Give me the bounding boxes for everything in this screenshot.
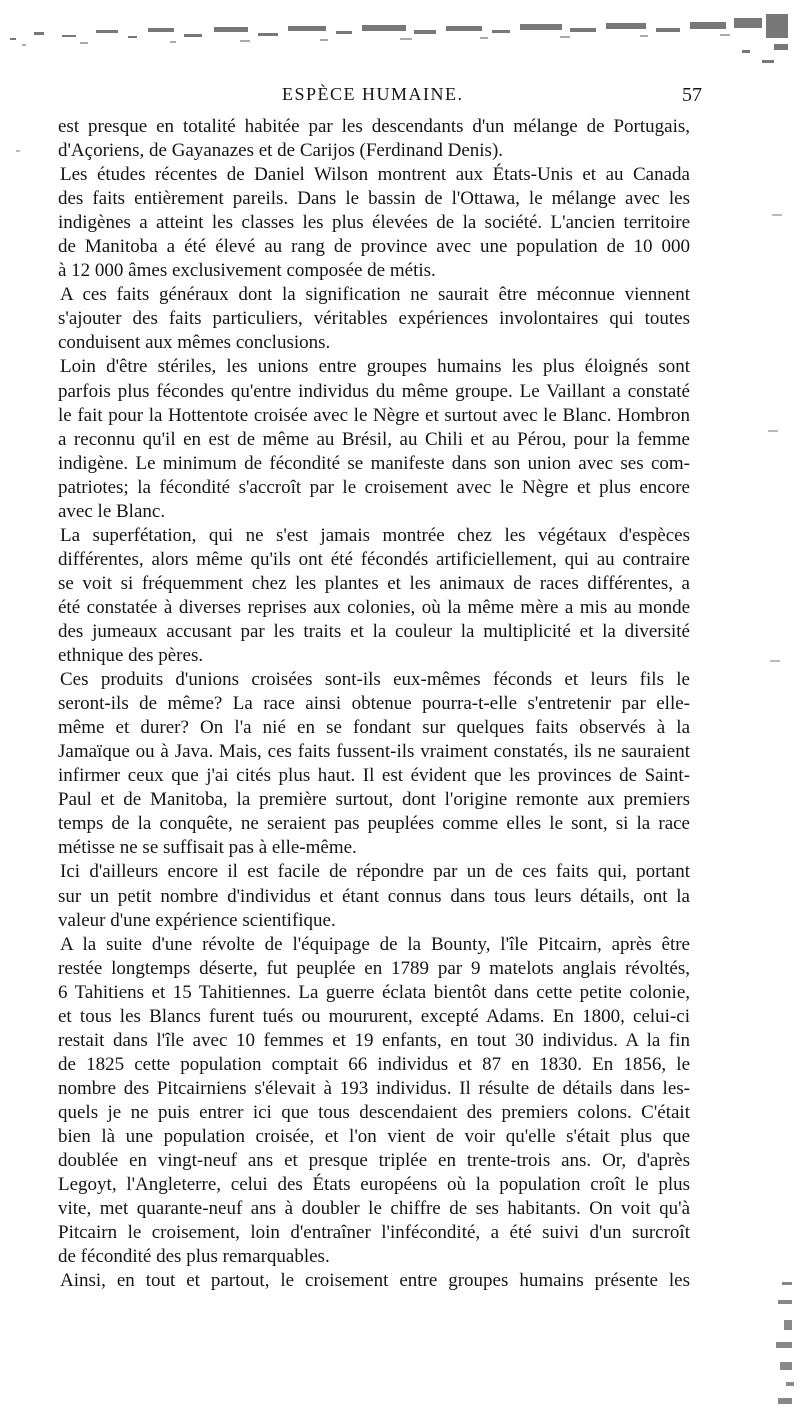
margin-mark bbox=[772, 214, 782, 216]
text-line: restée longtemps déserte, fut peuplée en 1789 par 9 matelots anglais révoltés, bbox=[58, 957, 690, 979]
text-line: métisse ne se suffisait pas à elle-même. bbox=[58, 837, 357, 859]
text-line: La superfétation, qui ne s'est jamais montrée chez les végétaux d'espèces bbox=[60, 524, 690, 546]
text-line: et tous les Blancs furent tués ou moururent, excepté Adams. En 1800, celui-ci bbox=[58, 1005, 690, 1027]
margin-mark bbox=[16, 150, 20, 152]
text-line: seront-ils de même? La race ainsi obtenue pourra-t-elle s'entretenir par elle- bbox=[58, 693, 690, 715]
text-line: A la suite d'une révolte de l'équipage de la Bounty, l'île Pitcairn, après être bbox=[60, 933, 690, 955]
scan-noise-right bbox=[760, 1270, 800, 1419]
margin-mark bbox=[770, 660, 780, 662]
text-line: bien là une population croisée, et l'on vient de voir qu'elle s'était plus que bbox=[58, 1125, 690, 1147]
text-line: le fait pour la Hottentote croisée avec le Nègre et surtout avec le Blanc. Hombron bbox=[58, 404, 690, 426]
text-line: a reconnu qu'il en est de même au Brésil, au Chili et au Pérou, pour la femme bbox=[58, 428, 690, 450]
text-line: patriotes; la fécondité s'accroît par le croisement avec le Nègre et plus encore bbox=[58, 476, 690, 498]
text-line: restait dans l'île avec 10 femmes et 19 enfants, en tout 30 individus. A la fin bbox=[58, 1029, 690, 1051]
body-text bbox=[58, 115, 690, 1293]
page-number: 57 bbox=[682, 84, 702, 106]
text-line: Jamaïque ou à Java. Mais, ces faits fussent-ils vraiment constatés, ils ne sauraient bbox=[58, 741, 690, 763]
text-line: des jumeaux accusant par les traits et la couleur la multiplicité et la diversité bbox=[58, 620, 690, 642]
text-line: de fécondité des plus remarquables. bbox=[58, 1246, 330, 1268]
text-line: Ici d'ailleurs encore il est facile de répondre par un de ces faits qui, portant bbox=[60, 861, 690, 883]
text-line: 6 Tahitiens et 15 Tahitiennes. La guerre éclata bientôt dans cette petite colonie, bbox=[58, 981, 690, 1003]
text-line: se voit si fréquemment chez les plantes et les animaux de races différentes, a bbox=[58, 572, 690, 594]
text-line: différentes, alors même qu'ils ont été fécondés artificiellement, qui au contraire bbox=[58, 548, 690, 570]
text-line: même et durer? On l'a nié en se fondant sur quelques faits observés à la bbox=[58, 717, 690, 739]
text-line: indigènes a atteint les classes les plus élevées de la société. L'ancien territoire bbox=[58, 212, 690, 234]
text-line: de Manitoba a été élevé au rang de province avec une population de 10 000 bbox=[58, 236, 690, 258]
text-line: avec le Blanc. bbox=[58, 500, 166, 522]
text-line: temps de la conquête, ne seraient pas peuplées comme elles le sont, si la race bbox=[58, 813, 690, 835]
text-line: vite, met quarante-neuf ans à doubler le chiffre de ses habitants. On voit qu'à bbox=[58, 1198, 690, 1220]
text-line: Paul et de Manitoba, la première surtout, dont l'origine remonte aux premiers bbox=[58, 789, 690, 811]
text-line: été constatée à diverses reprises aux colonies, où la même mère a mis au monde bbox=[58, 596, 690, 618]
text-line: Ces produits d'unions croisées sont-ils eux-mêmes féconds et leurs fils le bbox=[60, 669, 690, 691]
text-line: d'Açoriens, de Gayanazes et de Carijos (Ferdinand Denis). bbox=[58, 140, 504, 162]
text-line: Legoyt, l'Angleterre, celui des États européens où la population croît le plus bbox=[58, 1174, 690, 1196]
text-line: Pitcairn le croisement, loin d'entraîner l'infécondité, a été suivi d'un surcroît bbox=[58, 1222, 690, 1244]
text-line: quels je ne puis entrer ici que tous descendaient des premiers colons. C'était bbox=[58, 1101, 690, 1123]
text-line: à 12 000 âmes exclusivement composée de métis. bbox=[58, 260, 436, 282]
text-line: indigène. Le minimum de fécondité se manifeste dans son union avec ses com- bbox=[58, 452, 690, 474]
text-line: A ces faits généraux dont la signification ne saurait être méconnue viennent bbox=[60, 284, 690, 306]
text-line: doublée en vingt-neuf ans et presque triplée en trente-trois ans. Or, d'après bbox=[58, 1150, 690, 1172]
text-line: Loin d'être stériles, les unions entre groupes humains les plus éloignés sont bbox=[60, 356, 690, 378]
text-line: Les études récentes de Daniel Wilson montrent aux États-Unis et au Canada bbox=[60, 164, 690, 186]
text-line: sur un petit nombre d'individus et étant connus dans tous leurs détails, ont la bbox=[58, 885, 690, 907]
text-line: nombre des Pitcairniens s'élevait à 193 individus. Il résulte de détails dans les- bbox=[58, 1077, 690, 1099]
text-line: ethnique des pères. bbox=[58, 645, 204, 667]
margin-mark bbox=[768, 430, 778, 432]
running-title: ESPÈCE HUMAINE. bbox=[282, 84, 464, 104]
scan-noise-top bbox=[0, 0, 800, 70]
text-line: est presque en totalité habitée par les descendants d'un mélange de Portugais, bbox=[58, 116, 690, 137]
text-line: de 1825 cette population comptait 66 individus et 87 en 1830. En 1856, le bbox=[58, 1053, 690, 1075]
text-line: s'ajouter des faits particuliers, véritables expériences involontaires qui toutes bbox=[58, 308, 690, 330]
text-line: des faits entièrement pareils. Dans le bassin de l'Ottawa, le mélange avec les bbox=[58, 188, 690, 210]
text-line: Ainsi, en tout et partout, le croisement entre groupes humains présente les bbox=[60, 1270, 690, 1292]
text-line: infirmer ceux que j'ai cités plus haut. Il est évident que les provinces de Saint- bbox=[58, 765, 690, 787]
text-line: parfois plus fécondes qu'entre individus du même groupe. Le Vaillant a constaté bbox=[58, 380, 690, 402]
running-header bbox=[52, 84, 702, 112]
text-line: conduisent aux mêmes conclusions. bbox=[58, 332, 331, 354]
text-line: valeur d'une expérience scientifique. bbox=[58, 909, 336, 931]
